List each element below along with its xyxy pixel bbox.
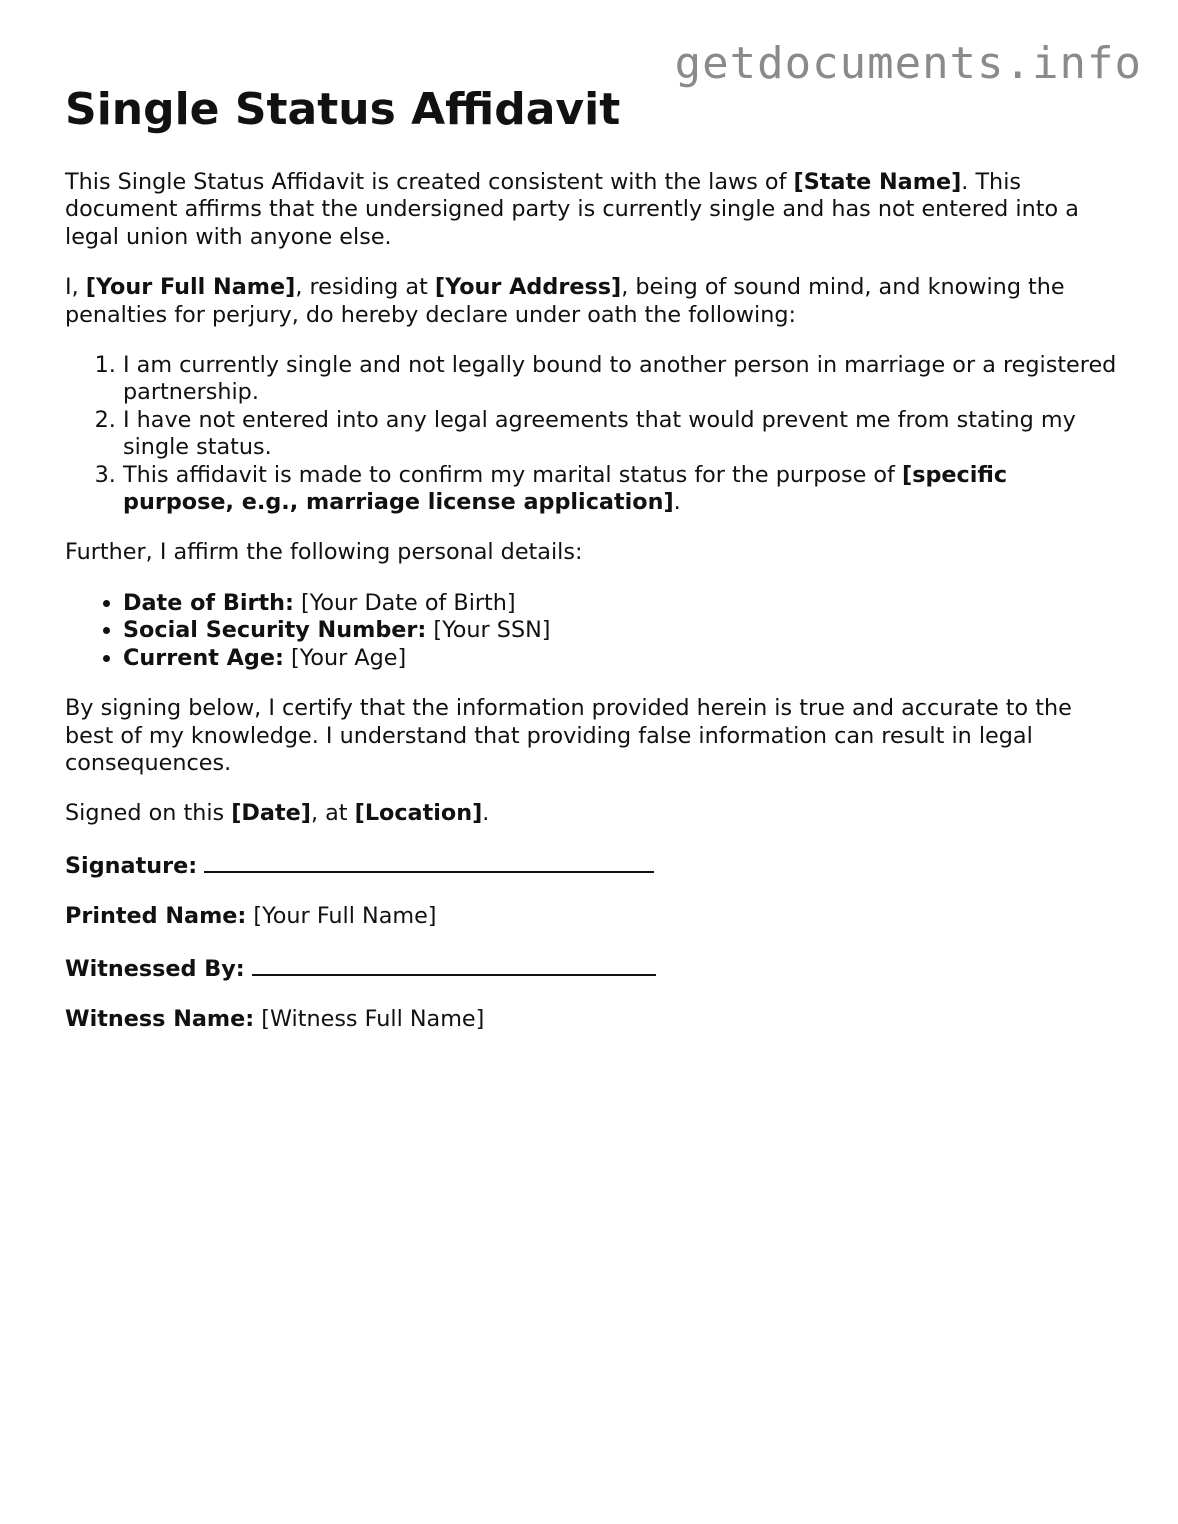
witnessed-by-label: Witnessed By: bbox=[65, 955, 245, 982]
page-title: Single Status Affidavit bbox=[65, 84, 621, 135]
purpose-placeholder: [specific purpose, e.g., marriage license application] bbox=[123, 461, 1008, 516]
signature-label: Signature: bbox=[65, 852, 198, 879]
certify-paragraph: By signing below, I certify that the information provided herein is true and accurate to the best of my knowledge. I understand that providing false information can result in legal consequences. bbox=[65, 695, 1072, 776]
witness-name-row: Witness Name: [Witness Full Name] bbox=[65, 1005, 485, 1032]
signed-paragraph: Signed on this [Date], at [Location]. bbox=[65, 800, 490, 827]
intro-paragraph: This Single Status Affidavit is created consistent with the laws of [State Name]. This document affirms that the undersigned party is currently single and has not entered into a legal union with anyone else. bbox=[65, 169, 1079, 250]
signature-row bbox=[65, 851, 1125, 880]
signature-line[interactable] bbox=[204, 851, 654, 873]
printed-name-label: Printed Name: bbox=[65, 903, 247, 930]
location-placeholder: [Location] bbox=[354, 800, 483, 827]
declaration-paragraph: I, [Your Full Name], residing at [Your Address], being of sound mind, and knowing the penalties for perjury, do hereby declare under oath the following: bbox=[65, 274, 1065, 328]
watermark: getdocuments.info bbox=[674, 38, 1142, 89]
document-body bbox=[65, 82, 1125, 1056]
witness-name-label: Witness Name: bbox=[65, 1005, 255, 1032]
list-item: 3. This affidavit is made to confirm my marital status for the purpose of [specific purpose, e.g., marriage license application]. bbox=[123, 462, 1125, 517]
list-item: • Current Age: [Your Age] bbox=[123, 645, 1125, 672]
personal-details-list bbox=[65, 590, 1125, 672]
statements-list bbox=[65, 352, 1125, 516]
witness-signature-line[interactable] bbox=[252, 954, 656, 976]
list-item: • Social Security Number: [Your SSN] bbox=[123, 617, 1125, 644]
full-name-placeholder: [Your Full Name] bbox=[85, 274, 296, 301]
state-name-placeholder: [State Name] bbox=[793, 169, 962, 195]
details-intro: Further, I affirm the following personal details: bbox=[65, 539, 583, 566]
printed-name-row: Printed Name: [Your Full Name] bbox=[65, 903, 437, 930]
witnessed-by-row bbox=[65, 954, 1125, 983]
list-item: 2. I have not entered into any legal agreements that would prevent me from stating my single status. bbox=[123, 407, 1125, 462]
date-placeholder: [Date] bbox=[231, 800, 311, 827]
address-placeholder: [Your Address] bbox=[434, 274, 622, 301]
list-item: 1. I am currently single and not legally bound to another person in marriage or a registered partnership. bbox=[123, 352, 1125, 407]
list-item: • Date of Birth: [Your Date of Birth] bbox=[123, 590, 1125, 617]
